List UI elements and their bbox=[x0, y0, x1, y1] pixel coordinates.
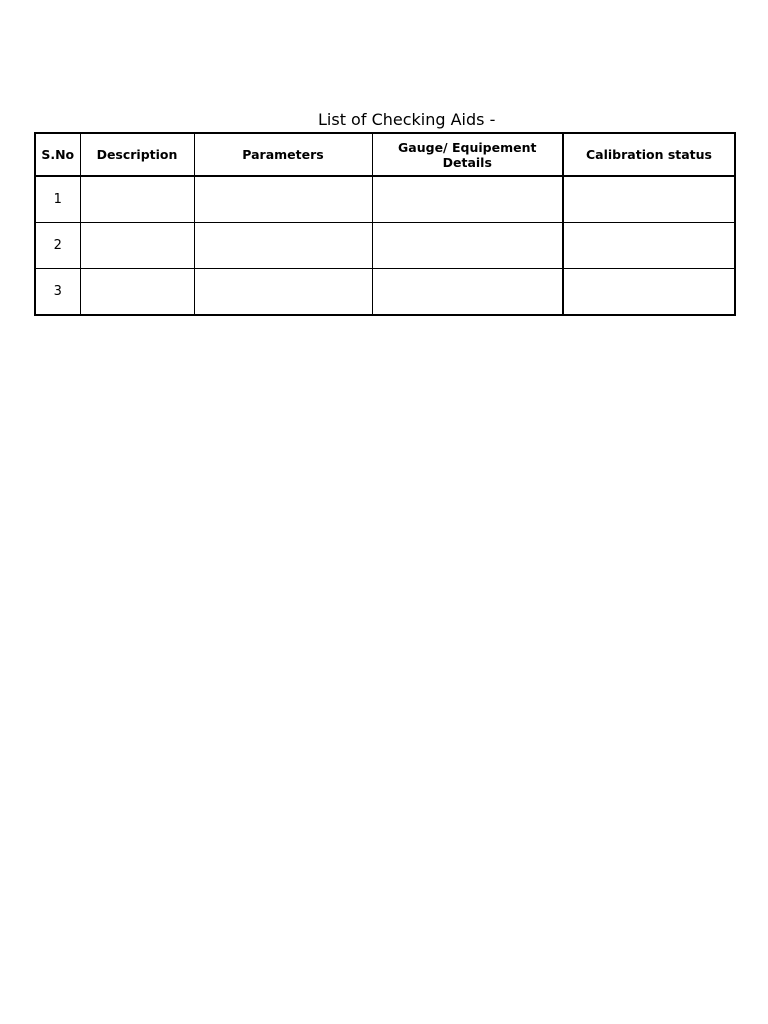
document-title: List of Checking Aids - bbox=[318, 110, 496, 129]
cell-sno: 3 bbox=[35, 269, 80, 316]
header-calibration-status: Calibration status bbox=[563, 133, 735, 176]
cell-gauge-details[interactable] bbox=[372, 223, 563, 269]
cell-sno: 2 bbox=[35, 223, 80, 269]
checking-aids-table bbox=[34, 132, 736, 316]
header-parameters: Parameters bbox=[194, 133, 372, 176]
table-header-row bbox=[35, 133, 735, 176]
cell-description[interactable] bbox=[80, 269, 194, 316]
cell-description[interactable] bbox=[80, 176, 194, 223]
cell-gauge-details[interactable] bbox=[372, 176, 563, 223]
cell-description[interactable] bbox=[80, 223, 194, 269]
header-gauge-details bbox=[372, 133, 563, 176]
table-row bbox=[35, 223, 735, 269]
cell-calibration-status[interactable] bbox=[563, 176, 735, 223]
header-gauge-line1: Gauge/ Equipement bbox=[398, 139, 537, 155]
cell-calibration-status[interactable] bbox=[563, 223, 735, 269]
cell-gauge-details[interactable] bbox=[372, 269, 563, 316]
header-description: Description bbox=[80, 133, 194, 176]
cell-parameters[interactable] bbox=[194, 269, 372, 316]
cell-sno: 1 bbox=[35, 176, 80, 223]
header-sno: S.No bbox=[35, 133, 80, 176]
table-row bbox=[35, 269, 735, 316]
cell-parameters[interactable] bbox=[194, 223, 372, 269]
cell-parameters[interactable] bbox=[194, 176, 372, 223]
table-row bbox=[35, 176, 735, 223]
header-gauge-line2: Details bbox=[442, 154, 492, 170]
cell-calibration-status[interactable] bbox=[563, 269, 735, 316]
